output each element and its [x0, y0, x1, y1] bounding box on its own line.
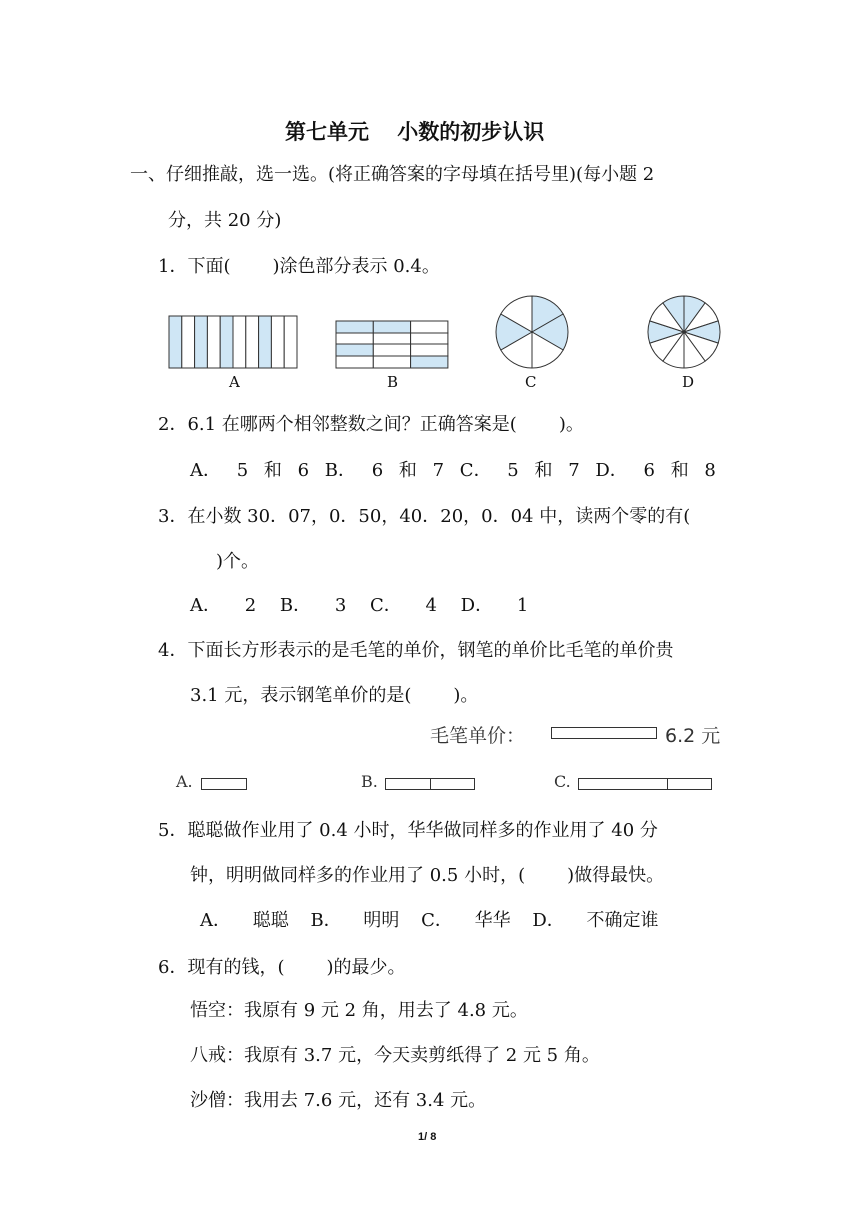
reference-bar — [551, 727, 657, 739]
grid-cell — [373, 344, 410, 356]
strip-shaded — [259, 316, 272, 368]
strip — [246, 316, 259, 368]
grid-cell — [373, 356, 410, 368]
question-1-stem-after: )涂色部分表示 0.4。 — [272, 256, 440, 277]
question-5-stem-line2 — [190, 861, 664, 887]
question-2-stem-after: )。 — [558, 414, 584, 435]
bar-divider — [667, 779, 668, 789]
question-6-line-shaseng: 沙僧：我用去 7.6 元，还有 3.4 元。 — [190, 1090, 487, 1111]
bar-divider — [430, 779, 431, 789]
option-c-bar — [578, 778, 712, 790]
figure-b-label: B — [387, 373, 399, 391]
question-6-stem-before: 6．现有的钱，( — [158, 957, 285, 978]
strip-shaded — [220, 316, 233, 368]
option-b-label: B. — [361, 772, 378, 791]
question-2-options: A． 5 和 6 B． 6 和 7 C． 5 和 7 D． 6 和 8 — [190, 460, 716, 481]
strip-shaded — [195, 316, 208, 368]
question-1-stem — [158, 252, 440, 278]
grid-cell-shaded — [336, 344, 373, 356]
question-5-stem-line1: 5．聪聪做作业用了 0.4 小时，华华做同样多的作业用了 40 分 — [158, 820, 658, 841]
figure-d-circle — [646, 294, 722, 370]
strip-shaded — [169, 316, 182, 368]
question-1-stem-before: 1．下面( — [158, 256, 231, 277]
question-6-stem — [158, 953, 406, 979]
strip — [271, 316, 284, 368]
question-4-stem-line1: 4．下面长方形表示的是毛笔的单价，钢笔的单价比毛笔的单价贵 — [158, 640, 674, 661]
question-5-options: A． 聪聪 B． 明明 C． 华华 D． 不确定谁 — [200, 910, 659, 931]
grid-cell-shaded — [336, 321, 373, 333]
question-3-stem-line1: 3．在小数 30．07，0．50，40．20，0．04 中，读两个零的有( — [158, 506, 691, 527]
section-header-line2: 分，共 20 分) — [168, 210, 282, 231]
grid-cell-shaded — [411, 356, 448, 368]
reference-label: 毛笔单价： — [430, 725, 526, 747]
question-6-stem-after: )的最少。 — [326, 957, 406, 978]
strip — [284, 316, 297, 368]
grid-cell — [411, 321, 448, 333]
grid-cell — [336, 333, 373, 344]
figure-c-circle — [494, 294, 570, 370]
option-a-label: A. — [176, 772, 193, 791]
question-3-options: A． 2 B． 3 C． 4 D． 1 — [190, 595, 529, 616]
question-2-stem — [158, 410, 584, 436]
grid-cell — [373, 333, 410, 344]
question-6-line-wukong: 悟空：我原有 9 元 2 角，用去了 4.8 元。 — [190, 1000, 528, 1021]
figure-a-label: A — [229, 373, 240, 391]
figure-b-grid — [335, 320, 451, 370]
strip — [207, 316, 220, 368]
question-3-stem-line2: )个。 — [216, 551, 260, 572]
section-header-line1: 一、仔细推敲，选一选。(将正确答案的字母填在括号里)(每小题 2 — [130, 164, 655, 185]
question-4-stem-before: 3.1 元，表示钢笔单价的是( — [190, 685, 412, 706]
grid-cell — [411, 344, 448, 356]
question-4-stem-line2 — [190, 681, 478, 707]
grid-cell — [411, 333, 448, 344]
question-5-stem-before: 钟，明明做同样多的作业用了 0.5 小时，( — [190, 865, 526, 886]
grid-cell — [336, 356, 373, 368]
strip — [233, 316, 246, 368]
option-a-bar — [201, 778, 247, 790]
question-6-line-bajie: 八戒：我原有 3.7 元，今天卖剪纸得了 2 元 5 角。 — [190, 1045, 600, 1066]
question-4-stem-after: )。 — [453, 685, 479, 706]
question-5-stem-after: )做得最快。 — [567, 865, 665, 886]
figure-a-strips — [168, 315, 300, 371]
option-b-bar — [385, 778, 475, 790]
question-2-stem-before: 2．6.1 在哪两个相邻整数之间？正确答案是( — [158, 414, 517, 435]
option-c-label: C. — [554, 772, 571, 791]
figure-d-label: D — [682, 373, 695, 391]
grid-cell-shaded — [373, 321, 410, 333]
page-title: 第七单元 小数的初步认识 — [285, 120, 545, 144]
figure-c-label: C — [525, 373, 537, 391]
page-number: 1/ 8 — [418, 1131, 437, 1143]
reference-value: 6.2 元 — [665, 725, 721, 747]
strip — [182, 316, 195, 368]
